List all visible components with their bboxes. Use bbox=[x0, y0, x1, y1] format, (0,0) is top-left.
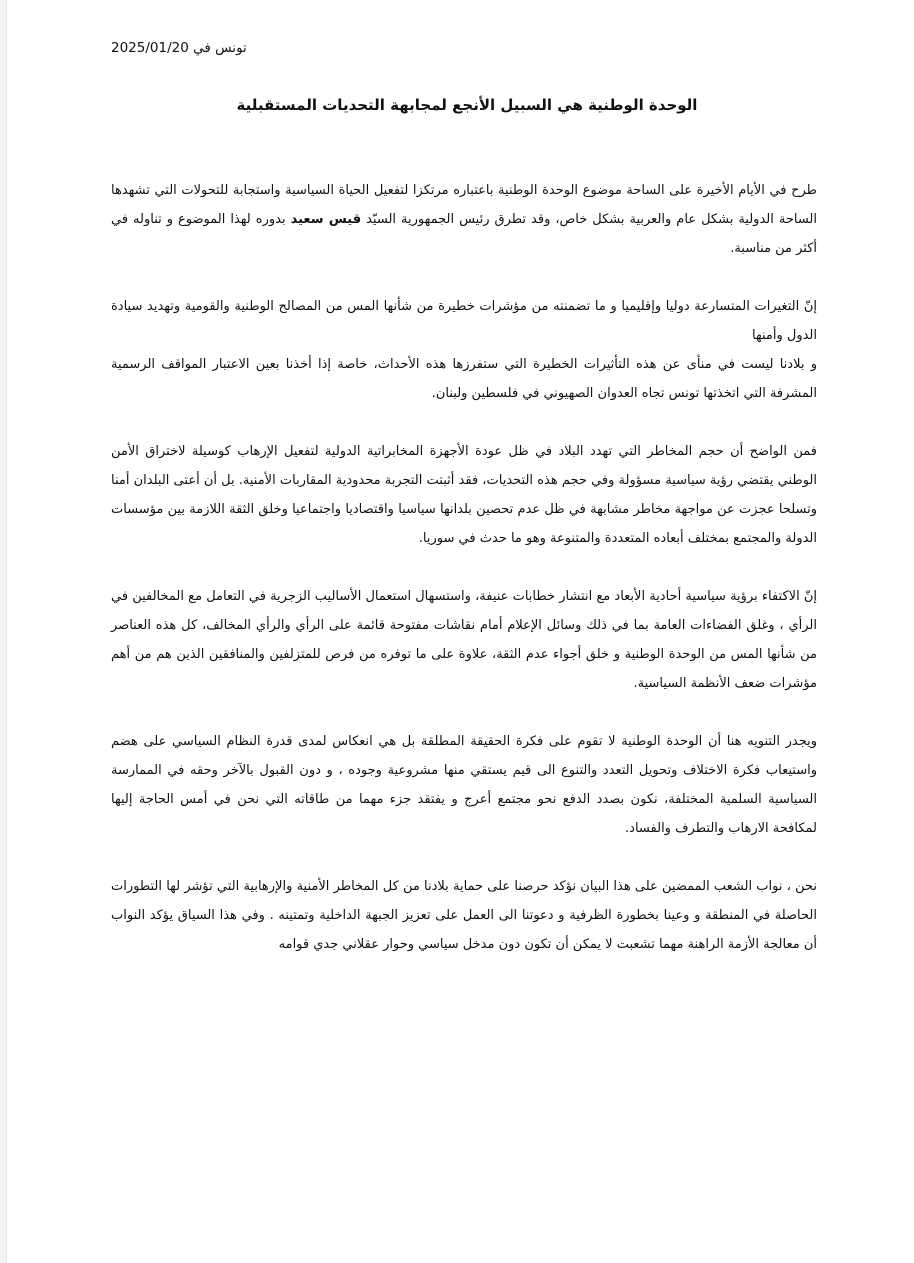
president-name: قيس سعيد bbox=[290, 212, 362, 227]
paragraph-6: ويجدر التنويه هنا أن الوحدة الوطنية لا تقوم على فكرة الحقيقة المطلقة بل هي انعكاس لمدى قدرة النظام السياسي على هضم واستيعاب فكرة الاختلاف وتحويل التعدد والتنوع الى قيم يستقي منها مشروعية وجوده ، و دون القبول بالآخر وحقه في الممارسة السياسية السلمية المختلفة، نكون بصدد الدفع نحو مجتمع أعرج و يفتقد جزء مهما من طاقاته التي نحن في أمس الحاجة إليها لمكافحة الارهاب والتطرف والفساد. bbox=[111, 734, 817, 836]
document-body bbox=[111, 176, 817, 959]
paragraph-3: و بلادنا ليست في منأى عن هذه التأثيرات الخطيرة التي ستفرزها هذه الأحداث، خاصة إذا أخذنا بعين الاعتبار المواقف الرسمية المشرفة التي اتخذتها تونس تجاه العدوان الصهيوني في فلسطين ولبنان. bbox=[111, 357, 817, 401]
paragraph-7: نحن ، نواب الشعب الممضين على هذا البيان نؤكد حرصنا على حماية بلادنا من كل المخاطر الأمنية والإرهابية التي تؤشر لها التطورات الحاصلة في المنطقة و وعينا بخطورة الظرفية و دعوتنا الى العمل على تعزيز الجبهة الداخلية وتمتينه . وفي هذا السياق يؤكد النواب أن معالجة الأزمة الراهنة مهما تشعبت لا يمكن أن تكون دون مدخل سياسي وحوار عقلاني جدي قوامه bbox=[111, 879, 817, 952]
paragraph-1 bbox=[111, 176, 817, 263]
paragraph-2: إنّ التغيرات المتسارعة دوليا وإقليميا و ما تضمنته من مؤشرات خطيرة من شأنها المس من المصالح الوطنية والقومية وتهديد سيادة الدول وأمنها bbox=[111, 299, 817, 343]
document-page bbox=[6, 0, 914, 1263]
document-title: الوحدة الوطنية هي السبيل الأنجع لمجابهة التحديات المستقبلية bbox=[236, 96, 698, 114]
paragraph-1-part1: طرح في الأيام الأخيرة على الساحة موضوع الوحدة الوطنية باعتباره مرتكزا لتفعيل الحياة السياسية واستجابة للتحولات التي تشهدها الساحة الدولية بشكل عام والعربية بشكل خاص، وقد تطرق رئيس الجمهورية السيّد bbox=[111, 183, 817, 227]
paragraph-5: إنّ الاكتفاء برؤية سياسية أحادية الأبعاد مع انتشار خطابات عنيفة، واستسهال استعمال الأساليب الزجرية في التعامل مع المخالفين في الرأي ، وغلق الفضاءات العامة بما في ذلك وسائل الإعلام أمام نقاشات مفتوحة قائمة على الرأي والرأي المخالف، كل هذه العناصر من شأنها المس من الوحدة الوطنية و خلق أجواء عدم الثقة، علاوة على ما توفره من فرص للمتزلفين والمنافقين الذين هم من أهم مؤشرات ضعف الأنظمة السياسية. bbox=[111, 589, 817, 691]
paragraph-4: فمن الواضح أن حجم المخاطر التي تهدد البلاد في ظل عودة الأجهزة المخابراتية الدولية لتفعيل الإرهاب كوسيلة لاختراق الأمن الوطني يقتضي رؤية سياسية مسؤولة وفي حجم هذه التحديات، فقد أثبتت التجربة محدودية المقاربات الأمنية. بل أن أعتى البلدان أمنا وتسلحا عجزت عن مواجهة مخاطر مشابهة في ظل عدم تحصين بلدانها سياسيا واقتصاديا واجتماعيا وخلق الثقة اللازمة بين مؤسسات الدولة والمجتمع بمختلف أبعاده المتعددة والمتنوعة وهو ما حدث في سوريا. bbox=[111, 444, 817, 546]
paragraph-1-part2: بدوره لهذا الموضوع و تناوله في أكثر من مناسبة. bbox=[111, 212, 817, 256]
place-date: تونس في 2025/01/20 bbox=[111, 40, 247, 56]
